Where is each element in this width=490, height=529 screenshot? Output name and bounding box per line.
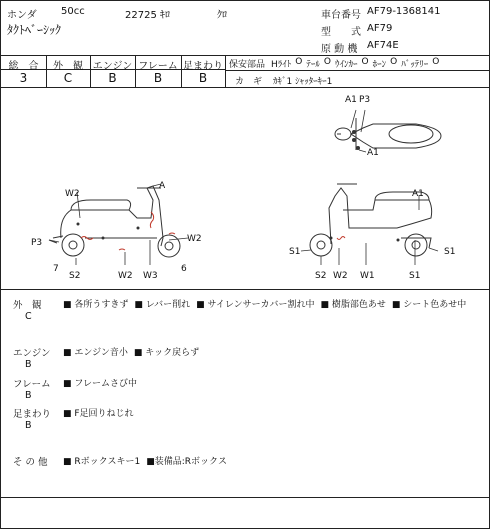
- label-a1: A1: [412, 189, 424, 199]
- label-6: 6: [181, 264, 187, 274]
- section-grade-suspension: B: [25, 420, 32, 431]
- label-s1-bottom: S1: [409, 271, 421, 281]
- security-label: 保安部品: [229, 60, 266, 70]
- security-item: ﾊﾞｯﾃﾘｰ: [401, 60, 429, 70]
- security-item: Hﾗｲﾄ: [271, 60, 292, 70]
- section-title-other: そ の 他: [13, 457, 48, 468]
- grade-header-total: 総 合: [8, 61, 39, 72]
- displacement: 50cc: [61, 6, 85, 17]
- label-a1-top: A1: [345, 95, 357, 105]
- frame-no: AF79-1368141: [367, 6, 441, 17]
- section-items-frame: ■ フレームさび中: [63, 379, 138, 389]
- engine-value: AF74E: [367, 40, 399, 51]
- grade-exterior: C: [63, 71, 73, 85]
- model-name: ﾀｸﾄﾍﾞｰｼｯｸ: [7, 23, 62, 37]
- frame-no-label: 車台番号: [321, 10, 361, 21]
- key-value: ｶｷﾞ1 ｼｬｯﾀｰｷｰ1: [273, 77, 333, 87]
- label-w2-bottom: W2: [118, 271, 133, 281]
- label-7: 7: [53, 264, 59, 274]
- section-title-engine: エンジン: [13, 348, 51, 359]
- scooter-diagram: [1, 88, 490, 288]
- grade-total: 3: [19, 71, 28, 85]
- section-grade-exterior: C: [25, 311, 32, 322]
- color: ｸﾛ: [217, 10, 227, 21]
- label-w1: W1: [360, 271, 375, 281]
- label-s1-left: S1: [289, 247, 301, 257]
- grade-frame: B: [153, 71, 163, 85]
- security-item: ﾃｰﾙ: [306, 60, 320, 70]
- section-title-suspension: 足まわり: [13, 409, 52, 420]
- grade-header-engine: エンジン: [92, 61, 133, 72]
- key-label: カ ギ: [235, 77, 263, 87]
- damage-mark: [150, 212, 153, 228]
- label-s2: S2: [69, 271, 81, 281]
- section-items-exterior: ■ 各所うすきず ■ レバー削れ ■ サイレンサーカバー割れ中 ■ 樹脂部色あせ ■ シート色あせ中: [63, 300, 467, 310]
- maker: ホンダ: [7, 10, 37, 21]
- grade-header-suspension: 足まわり: [183, 61, 223, 72]
- label-w2-right: W2: [187, 234, 202, 244]
- security-item: ｳｲﾝｶｰ: [334, 60, 358, 70]
- damage-mark: [169, 233, 175, 234]
- type-label: 型 式: [321, 27, 361, 38]
- engine-label: 原 動 機: [321, 44, 358, 55]
- section-title-frame: フレーム: [13, 379, 51, 390]
- grade-engine: B: [108, 71, 117, 85]
- section-title-exterior: 外 観: [13, 300, 42, 311]
- label-a: A: [159, 181, 166, 191]
- scooter-top-view: [335, 118, 441, 150]
- damage-mark: [337, 237, 345, 240]
- type-value: AF79: [367, 23, 393, 34]
- security-item: ﾎｰﾝ: [372, 60, 387, 70]
- mileage: 22725 ｷﾛ: [125, 10, 170, 21]
- label-w2: W2: [65, 189, 80, 199]
- label-a1-top2: A1: [367, 148, 379, 158]
- section-items-engine: ■ エンジン音小 ■ キック戻らず: [63, 348, 200, 358]
- security-items: Hﾗｲﾄ O ﾃｰﾙ O ｳｲﾝｶｰ O ﾎｰﾝ O ﾊﾞｯﾃﾘｰ O: [271, 57, 440, 70]
- grade-suspension: B: [198, 71, 208, 85]
- label-p3: P3: [31, 238, 43, 248]
- section-grade-engine: B: [25, 359, 32, 370]
- section-grade-frame: B: [25, 390, 32, 401]
- grade-header-frame: フレーム: [138, 61, 178, 72]
- label-s2-right: S2: [315, 271, 327, 281]
- label-w2-right-view: W2: [333, 271, 348, 281]
- grade-header-exterior: 外 観: [53, 61, 83, 72]
- label-s1-right: S1: [444, 247, 456, 257]
- section-items-suspension: ■ F足回りねじれ: [63, 409, 134, 419]
- section-items-other: ■ Rボックスキー1 ■装備品:Rボックス: [63, 457, 227, 467]
- label-p3-top: P3: [359, 95, 371, 105]
- damage-mark: [119, 249, 125, 250]
- label-w3: W3: [143, 271, 158, 281]
